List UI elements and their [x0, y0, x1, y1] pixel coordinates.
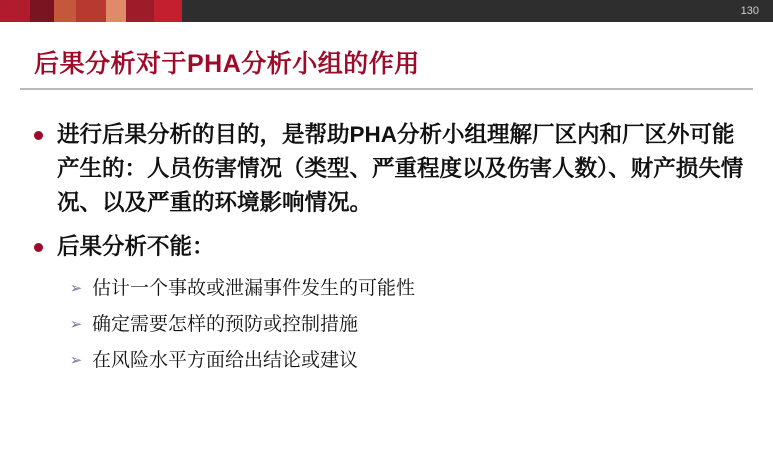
arrow-bullet-icon: ➢ — [69, 280, 83, 297]
list-item-label: 估计一个事故或泄漏事件发生的可能性 — [92, 278, 416, 299]
topbar-segment-1 — [0, 0, 30, 22]
arrow-bullet-icon: ➢ — [69, 352, 83, 369]
list-item — [68, 346, 744, 376]
bullet-text: 后果分析不能： — [57, 234, 215, 259]
topbar-segment-5 — [106, 0, 126, 22]
topbar-segment-8 — [182, 0, 773, 22]
topbar-segment-4 — [76, 0, 106, 22]
topbar-segment-6 — [126, 0, 154, 22]
list-item-label: 确定需要怎样的预防或控制措施 — [92, 314, 359, 335]
sub-bullet-list — [68, 274, 744, 376]
list-item-label: 在风险水平方面给出结论或建议 — [92, 350, 359, 371]
page-number: 130 — [740, 5, 759, 17]
topbar-segment-3 — [54, 0, 76, 22]
bullet-item — [34, 118, 744, 220]
slide-body — [34, 118, 744, 382]
bullet-dot-icon — [34, 131, 43, 140]
bullet-dot-icon — [34, 243, 43, 252]
topbar-segment-7 — [154, 0, 182, 22]
arrow-bullet-icon: ➢ — [69, 316, 83, 333]
page-title: 后果分析对于PHA分析小组的作用 — [34, 50, 420, 78]
list-item — [68, 274, 744, 304]
bullet-text: 进行后果分析的目的，是帮助PHA分析小组理解厂区内和厂区外可能产生的：人员伤害情况（类型、严重程度以及伤害人数）、财产损失情况、以及严重的环境影响情况。 — [57, 122, 744, 215]
list-item — [68, 310, 744, 340]
decorative-top-bar — [0, 0, 773, 22]
bullet-item — [34, 230, 744, 264]
title-divider — [20, 88, 753, 90]
topbar-segment-2 — [30, 0, 54, 22]
